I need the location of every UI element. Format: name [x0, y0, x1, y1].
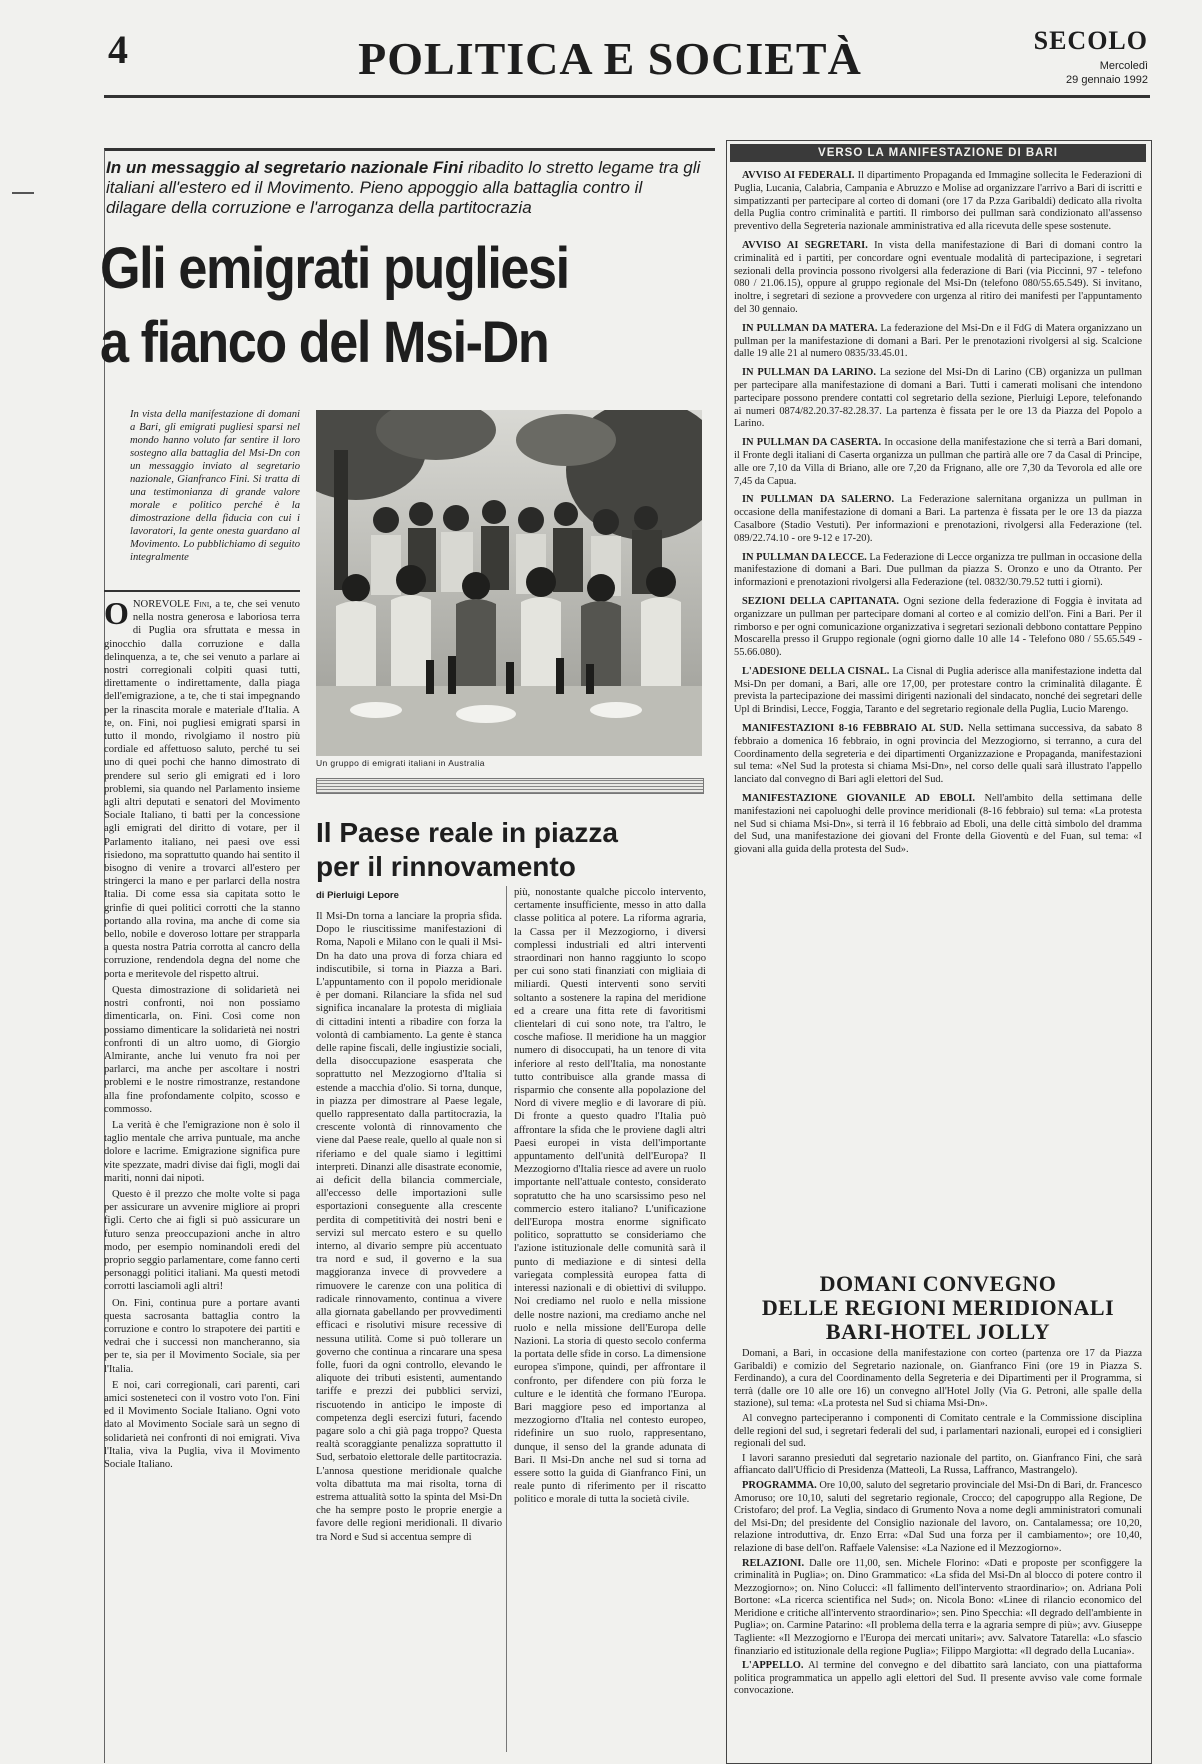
notice-item [734, 323, 1142, 361]
notice-lead: MANIFESTAZIONE GIOVANILE AD EBOLI. [742, 793, 975, 805]
notice-text: Nella settimana successiva, da sabato 8 febbraio a domenica 16 febbraio, in ogni provincia del Mezzogiorno, si terranno, a cura del Coordinamento della segreteria e dei dipartimenti Organizzazione e Propaganda, manifestazioni sul tema: «Nel Sud la protesta si chiama Msi-Dn», nel corso delle quali sarà illustrato l'appello lanciato dal convegno di Bari agli elettori del Sud. [734, 723, 1142, 786]
kicker-bold: In un messaggio al segretario nazionale Fini [106, 158, 464, 177]
issue-date: 29 gennaio 1992 [1066, 74, 1148, 86]
second-headline [316, 816, 716, 884]
second-article-column-2 [514, 886, 706, 1752]
notice-text: La Federazione salernitana organizza un pullman in occasione della manifestazione di domani a Bari. La partenza è fissata per le ore 13 da piazza Casalbore (Stadio Vestuti). Per informazioni e prenotazioni, rivolgersi alla Federazione (tel. 089/22.74.10 - ore 9-12 e 17-20). [734, 494, 1142, 544]
letter-paragraph-1: a te, che sei venuto nella nostra generosa e laboriosa terra di Puglia ora sfruttata e messa in ginocchio dalla corruzione e dalla delinquenza, a te, che sei venuto a parlare ai nostri corregionali colpiti quasi tutti, direttamente o indirettamente, dalla piaga dell'emigrazione, a te, che ti stai impegnando per la rinascita morale e materiale d'Italia. A te, on. Fini, noi pugliesi emigrati sparsi in tutto il mondo, rivolgiamo il nostro più cordiale ed affettuoso saluto, perché tu sei uno di quei pochi che hanno dimostrato di prendere sul serio gli emigrati ed i loro problemi, sia quando nel Parlamento insieme agli altri deputati e senatori del Movimento Sociale Italiano, ti batti per la concessione agli emigrati del diritto di votare, per il Parlamento italiano, nei paesi ove essi risiedono, ma soprattutto quando hai sentito il bisogno di venire a trovarci all'estero per stringerci la mano e per parlarci della nostra Italia. Di come essa sia capitata sotto le grinfie di quei politici corrotti che la stanno portando alla rovina, ma anche di come sia bello, nobile e doveroso lottare per strapparla a questa nostra Patria corrotta al cancro della corruzione, rendendola degna del nome che porta e meritevole del rispetto altrui. [104, 599, 300, 980]
letter-paragraph-2: Questa dimostrazione di solidarietà nei nostri confronti, noi non possiamo dimenticarla, on. Fini. Così come non possiamo dimenticare la solidarietà nei nostri confronti di un altro uomo, di Giorgio Almirante, anche lui venuto fra noi per parlarci, ma anche per ascoltare i nostri problemi e le nostre rimostranze, restandone alla fine profondamente colpito, scosso e commosso. [104, 984, 300, 1115]
notice-text: In vista della manifestazione di Bari di domani contro la criminalità ed i partiti, per concordare ogni eventuale modalità di partecipazione, i segretari sezionali della provincia possono rivolgersi alla federazione di Bari (via Piccinni, 97 - telefono 080 / 21.06.15), oppure al gruppo regionale del Msi-Dn (telefono 080/55.65.549). Si invitano, inoltre, i segretari di sezione a provvedere con urgenza al ritiro dei manifesti per l'appuntamento del 30 gennaio. [734, 239, 1142, 315]
notice-item [734, 494, 1142, 545]
letter-opening-paragraph [104, 598, 300, 981]
byline: di Pierluigi Lepore [316, 890, 399, 901]
programma-paragraph [734, 1480, 1142, 1556]
appello-lead: L'APPELLO. [742, 1660, 804, 1672]
notice-text: Il dipartimento Propaganda ed Immagine sollecita le Federazioni di Puglia, Lucania, Calabria, Campania e Abruzzo e Molise ad organizzare l'arrivo a Bari di iscritti e simpatizzanti per partecipare al corteo di domani (ore 17 da P.zza Garibaldi) dedicato alla rivolta della Puglia contro criminalità e partiti. Il rimborso dei pullman sarà condizionato all'assenso preventivo della Segreteria nazionale amministrativa ed alla ricevuta delle spese sostenute. [734, 170, 1142, 233]
notice-item [734, 367, 1142, 431]
issue-day: Mercoledì [1099, 60, 1148, 72]
notice-item [734, 723, 1142, 787]
notice-text: La sezione del Msi-Dn di Larino (CB) organizza un pullman per partecipare alla manifestazione di domani a Bari. Tutti i camerati molisani che intendono partecipare possono prendere contatti col segretario della sezione, Pierluigi Lepore, telefonando ai numeri 0874/82.20.37-82.28.37. La partenza è fissata per le ore 13 da Piazza del Popolo a Larino. [734, 367, 1142, 430]
notice-lead: IN PULLMAN DA CASERTA. [742, 437, 882, 449]
photo-caption: Un gruppo di emigrati italiani in Australia [316, 758, 485, 768]
letter-paragraph-4: Questo è il prezzo che molte volte si paga per assicurare un avvenire migliore ai propri figli. Certo che ai figli si può assicurare un futuro senza preoccupazioni anche in altro modo, per esempio nominandoli eredi del proprio seggio parlamentare, come fanno certi personaggi politici italiani. Ma questi metodi corrotti lasciamoli agli altri! [104, 1188, 300, 1293]
headline-line-2: a fianco del Msi-Dn [100, 310, 549, 375]
notice-item [734, 240, 1142, 317]
second-headline-line-2: per il rinnovamento [316, 851, 576, 882]
notice-item [734, 596, 1142, 660]
notice-text: La Cisnal di Puglia aderisce alla manifestazione indetta dal Msi-Dn per domani, a Bari, alle ore 17,00, per protestare contro la criminalità dilagante. È prevista la partecipazione dei massimi dirigenti nazionali del sindacato, nonché dei segretari delle Upl di Brindisi, Lecce, Foggia, Taranto e del segretario regionale della Puglia, Lucio Marengo. [734, 665, 1142, 716]
letter-column [104, 598, 300, 1706]
kicker-rest: ribadito lo stretto legame tra gli italiani all'estero ed il Movimento. Pieno appoggio alla battaglia contro il dilagare della corruzione e l'arroganza della partitocrazia [106, 158, 701, 217]
notice-lead: SEZIONI DELLA CAPITANATA. [742, 595, 899, 607]
drop-cap: O [104, 598, 129, 631]
page-number: 4 [108, 27, 128, 72]
relazioni-text: Dalle ore 11,00, sen. Michele Florino: «Dati e proposte per sconfiggere la criminalità in Puglia»; on. Dino Grammatico: «La sfida del Msi-Dn al blocco di potere contro il Mezzogiorno»; on. Nino Colucci: «Il fallimento dell'intervento straordinario»; on. Adriana Poli Bortone: «La ricerca scientifica nel Sud»; on. Nicola Bono: «Linee di rilancio economico del Meridione e critiche all'intervento straordinario»; sen. Pino Specchia: «Il degrado dell'ambiente in Puglia»; on. Carmine Patarino: «Il problema della terra e la agraria sempre di più»; avv. Giuseppe Tagliente: «Il Mezzogiorno e l'Europa dei mercati unitari»; avv. Salvatore Tatarella: «Lo sfascio finanziario ed istituzionale della regione Puglia»; Filippo Margiotta: «Il degrado della Lucania». [734, 1557, 1142, 1657]
convegno-title-line-1: DOMANI CONVEGNO [819, 1271, 1057, 1296]
letter-paragraph-6: E noi, cari corregionali, cari parenti, cari amici sosteneteci con il vostro voto l'on. Fini ed il Movimento Sociale Italiano. Ogni voto dato al Movimento Sociale sarà un segno di solidarietà nei confronti di noi emigrati. Viva l'Italia, viva la Puglia, viva il Movimento Sociale Italiano. [104, 1379, 300, 1470]
notice-text: Nell'ambito della settimana delle manifestazioni nei capoluoghi delle province meridionali (8-16 febbraio) sul tema: «La protesta nel Sud si chiama Msi-Dn», si terrà il 16 febbraio ad Eboli, una delle città simbolo del dramma del Sud, una manifestazione dei giovani del Fronte della Gioventù e del Fuan, sul tema: «I giovani alla guida della protesta del Sud». [734, 793, 1142, 856]
notice-item [734, 170, 1142, 234]
notice-item [734, 666, 1142, 717]
convegno-intro: Domani, a Bari, in occasione della manifestazione con corteo (partenza ore 17 da Piazza Garibaldi) e comizio del Segretario nazionale, on. Gianfranco Fini (ore 19 in Piazza S. Ferdinando), a cura del Coordinamento della Segreteria e dei Dipartimenti per il Programma, si terrà (dalle ore 10 alle ore 16) un convegno all'Hotel Jolly (Via G. Petroni, alle spalle della stazione), sul tema: «La protesta nel Sud si chiama Msi-Dn». [734, 1348, 1142, 1410]
notice-item [734, 793, 1142, 857]
relazioni-lead: RELAZIONI. [742, 1557, 805, 1569]
second-article-column-1 [316, 910, 502, 1752]
notice-lead: IN PULLMAN DA MATERA. [742, 322, 878, 334]
appello-text: Al termine del convegno e del dibattito sarà lanciato, con una piattaforma politica programmatica un appello agli elettori del Sud. Il presente avviso vale come formale convocazione. [734, 1660, 1142, 1697]
lead-standfirst: In vista della manifestazione di domani a Bari, gli emigrati pugliesi sparsi nel mondo hanno voluto far sentire il loro sostegno alla battaglia del Msi-Dn con un messaggio inviato al segretario nazionale, Gianfranco Fini. Si tratta di una testimonianza di grande valore morale e politico perché è la dimostrazione della fiducia con cui i lavoratori, la gente onesta guardano al Movimento. Lo pubblichiamo di seguito integralmente [130, 409, 300, 563]
notice-lead: AVVISO AI SEGRETARI. [742, 239, 868, 251]
column-rule [506, 886, 507, 1752]
lead-headline [100, 232, 658, 380]
second-article-text-1: Il Msi-Dn torna a lanciare la propria sfida. Dopo le riuscitissime manifestazioni di Roma, Napoli e Milano con le quali il Msi-Dn ha dato una prova di forza chiara ed indiscutibile, si torna in Piazza a Bari. L'appuntamento con il popolo meridionale è per domani. Rilanciare la sfida nel sud significa incanalare la protesta di migliaia di cittadini intenti a ribadire con forza la volontà di cambiamento. La gente è stanca delle rapine fiscali, delle ingiustizie sociali, della disoccupazione esasperata che soprattutto nel Mezzogiorno d'Italia si estende a macchia d'olio. Si torna, dunque, in piazza per dimostrare al Paese legale, quello rappresentato dalla partitocrazia, la crescente volontà di rinnovamento che viene dal Paese reale, quello al quale non si riferiamo e del quale siamo i legittimi interpreti. Dinanzi alle disastrate economie, ai deficit della bilancia commerciale, all'eccesso delle importazioni sulle esportazioni conseguente alla crescente perdita di competitività dei nostri beni e servizi sul mercato estero e su quello interno, al divario sempre più accentuato tra nord e sud, il governo e la sua maggioranza invece di provvedere a rimuovere le carenze con una politica di radicale rinnovamento, continua a vivere alla giornata gabellando per provvedimenti efficaci e risolutivi misure recessive di nessuna utilità. Come si può tollerare un governo che continua a rincarare una spesa folle, fuori da ogni controllo, elevando le aliquote dei tributi esistenti, aumentando tariffe e prezzi dei pubblici servizi, riscuotendo in anticipo le imposte di competenza degli esercizi futuri, facendo pagare solo a chi già paga troppo? Questa realtà scoraggiante penalizza soprattutto il Sud, serbatoio elettorale delle partitocrazia. L'annosa questione meridionale qualche volta dibattuta ma mai risolta, torna di estrema attualità sotto la spinta del Msi-Dn che ha sempre posto le proprie energie a favore delle regioni meridionali. Il divario tra Nord e Sud si accentua sempre di [316, 911, 502, 1543]
notice-lead: IN PULLMAN DA LECCE. [742, 551, 867, 563]
sidebar-banner: VERSO LA MANIFESTAZIONE DI BARI [730, 144, 1146, 162]
letter-salutation: NOREVOLE Fini, [132, 599, 212, 610]
convegno-body [734, 1348, 1142, 1752]
appello-paragraph [734, 1660, 1142, 1698]
notice-lead: L'ADESIONE DELLA CISNAL. [742, 665, 890, 677]
second-article-text-2: più, nonostante qualche piccolo intervento, certamente insufficiente, messo in atto dalla classe politica al potere. La riforma agraria, la Cassa per il Mezzogiorno, i diversi complessi industriali ed altri interventi straordinari non hanno raggiunto lo scopo per cui sono stati finanziati con migliaia di miliardi. Questi interventi sono serviti soltanto a sostenere la rapina del meridione ed a creare una fitta rete di favoritismi clientelari di cui sono note, tra l'altro, le cosche mafiose. Il meridione ha un maggior numero di disoccupati, ha un tenore di vita inferiore al resto dell'Italia, ma nonostante tutto contribuisce alla grande massa di risparmio che consente alla popolazione del Nord di vivere meglio e di lavorare di più. Di fronte a questo quadro l'Italia può affrontare la sfida che le proviene dagli altri Paesi europei in vista dell'importante appuntamento dell'unità dell'Europa? Il Mezzogiorno d'Italia riesce ad avere un ruolo importante nell'attuale contesto, considerato sopratutto che ha uno scarsissimo peso nel commercio estero italiano? L'unificazione dell'Europa mostra enorme significato politico, soprattutto se consideriamo che l'azione istituzionale delle comunità sarà il punto di mediazione e di sintesi della variegata complessità europea fatta di interessi nazionali e di obiettivi di sviluppo. Noi crediamo nel ruolo e nella missione delle nostre nazioni, ma crediamo anche nel ruolo e nella missione dell'Europa delle Nazioni. La storia di questo secolo conferma la portata delle sfide in corso. La dimensione europea s'impone, quindi, per affrontare il confronto, per difendere con più forza le culture e le identità che formano l'Europa. Bari maggiore peso ed importanza al mezzogiorno d'Italia nel contesto europeo, ridefinire un suo ruolo, rappresentano, dunque, il senso del la grande adunata di Bari. Il Msi-Dn anche nel sud si torna ad essere sotto la guida di Gianfranco Fini, un reale punto di riferimento per il riscatto politico e morale di tutta la società civile. [514, 887, 706, 1506]
convegno-paragraph-2: Al convegno parteciperanno i componenti di Comitato centrale e la Commissione disciplina delle regioni del sud, i segretari federali del sud, i parlamentari nazionali, europei ed i consiglieri regionali del sud. [734, 1412, 1142, 1450]
letter-paragraph-5: On. Fini, continua pure a portare avanti questa sacrosanta battaglia contro la corruzione e contro lo strapotere dei partiti e vedrai che i successi non mancheranno, sia per te, sia per il Movimento Sociale, sia per l'Italia. [104, 1297, 300, 1375]
notice-text: Ogni sezione della federazione di Foggia è invitata ad organizzare un pullman per partecipare domani al corteo e al comizio dell'on. Fini a Bari. Per il rimborso e per ogni comunicazione organizzativa i segretari sezionali debbono contattare Peppino Moscarella presso il Gruppo regionale (ogni giorno dalle 10 alle 14 - Telefono 080 / 55.65.549 - 55.66.080). [734, 595, 1142, 659]
notice-text: In occasione della manifestazione che si terrà a Bari domani, il Fronte degli italiani di Caserta organizza un pullman che partirà alle ore 7 da Casal di Principe, alle ore 7,10 da Villa di Briano, alle ore 7,20 da Frignano, alle ore 7,30 da Tevorola ed alle ore 7,45 da Capua. [734, 437, 1142, 487]
notice-item [734, 437, 1142, 488]
convegno-title-line-3: BARI-HOTEL JOLLY [825, 1319, 1051, 1344]
section-title: POLITICA E SOCIETÀ [358, 33, 862, 84]
letter-paragraph-3: La verità è che l'emigrazione non è solo il taglio mentale che arriva puntuale, ma anche dolore e lacrime. Emigrazione significa pure vite spezzate, madri divise dai figli, mogli dai mariti, nonni dai nipoti. [104, 1119, 300, 1184]
programma-text: Ore 10,00, saluto del segretario provinciale del Msi-Dn di Bari, dr. Francesco Amoruso; ore 10,10, saluti del segretario regionale, Crocco; del capogruppo alla Regione, De Cristofaro; del prof. La Veglia, sindaco di Grumento Nova a nome degli amministratori comunali del Msi-Dn; del presidente del Consiglio nazionale del lavoro, on. Cantalamessa; ore 10,20, relazione introduttiva, dr. Enzo Erra: «Dal Sud una forza per il cambiamento»; ore 10,40, relazione di base dell'on. Raffaele Valensise: «La Nazione ed il Mezzogiorno». [734, 1479, 1142, 1554]
masthead-rule [104, 95, 1150, 98]
fold-mark [12, 192, 34, 194]
convegno-title-line-2: DELLE REGIONI MERIDIONALI [761, 1295, 1115, 1320]
convegno-title [730, 1272, 1146, 1344]
notices-list [734, 170, 1142, 1270]
notice-lead: AVVISO AI FEDERALI. [742, 170, 855, 181]
emigrants-photo [316, 410, 702, 756]
second-headline-line-1: Il Paese reale in piazza [316, 817, 618, 848]
newspaper-logo: SECOLO [1033, 26, 1148, 55]
notice-text: La federazione del Msi-Dn e il FdG di Matera organizzano un pullman per la manifestazione di domani a Bari. Per le prenotazioni rivolgersi al sig. Scalcione dalle 19 alle 21 al numero 0835/33.45.01. [734, 322, 1142, 360]
notice-lead: IN PULLMAN DA SALERNO. [742, 494, 895, 506]
notice-item [734, 552, 1142, 590]
programma-lead: PROGRAMMA. [742, 1479, 817, 1491]
section-divider [316, 778, 704, 794]
notice-lead: IN PULLMAN DA LARINO. [742, 367, 876, 379]
headline-line-1: Gli emigrati pugliesi [100, 236, 569, 301]
lead-kicker [106, 158, 706, 218]
convegno-paragraph-3: I lavori saranno presieduti dal segretario nazionale del partito, on. Gianfranco Fini, che sarà affiancato dall'Ufficio di Presidenza (Matteoli, La Russa, Laffranco, Mastrangelo). [734, 1452, 1142, 1477]
standfirst-rule [104, 590, 300, 592]
relazioni-paragraph [734, 1558, 1142, 1659]
notice-lead: MANIFESTAZIONI 8-16 FEBBRAIO AL SUD. [742, 723, 964, 735]
notice-text: La Federazione di Lecce organizza tre pullman in occasione della manifestazione di domani a Bari. Due pullman da piazza S. Oronzo e uno da Otranto. Per informazioni e prenotazioni rivolgersi alla Federazione (tel. 0832/30.79.52 tutti i giorni). [734, 551, 1142, 589]
